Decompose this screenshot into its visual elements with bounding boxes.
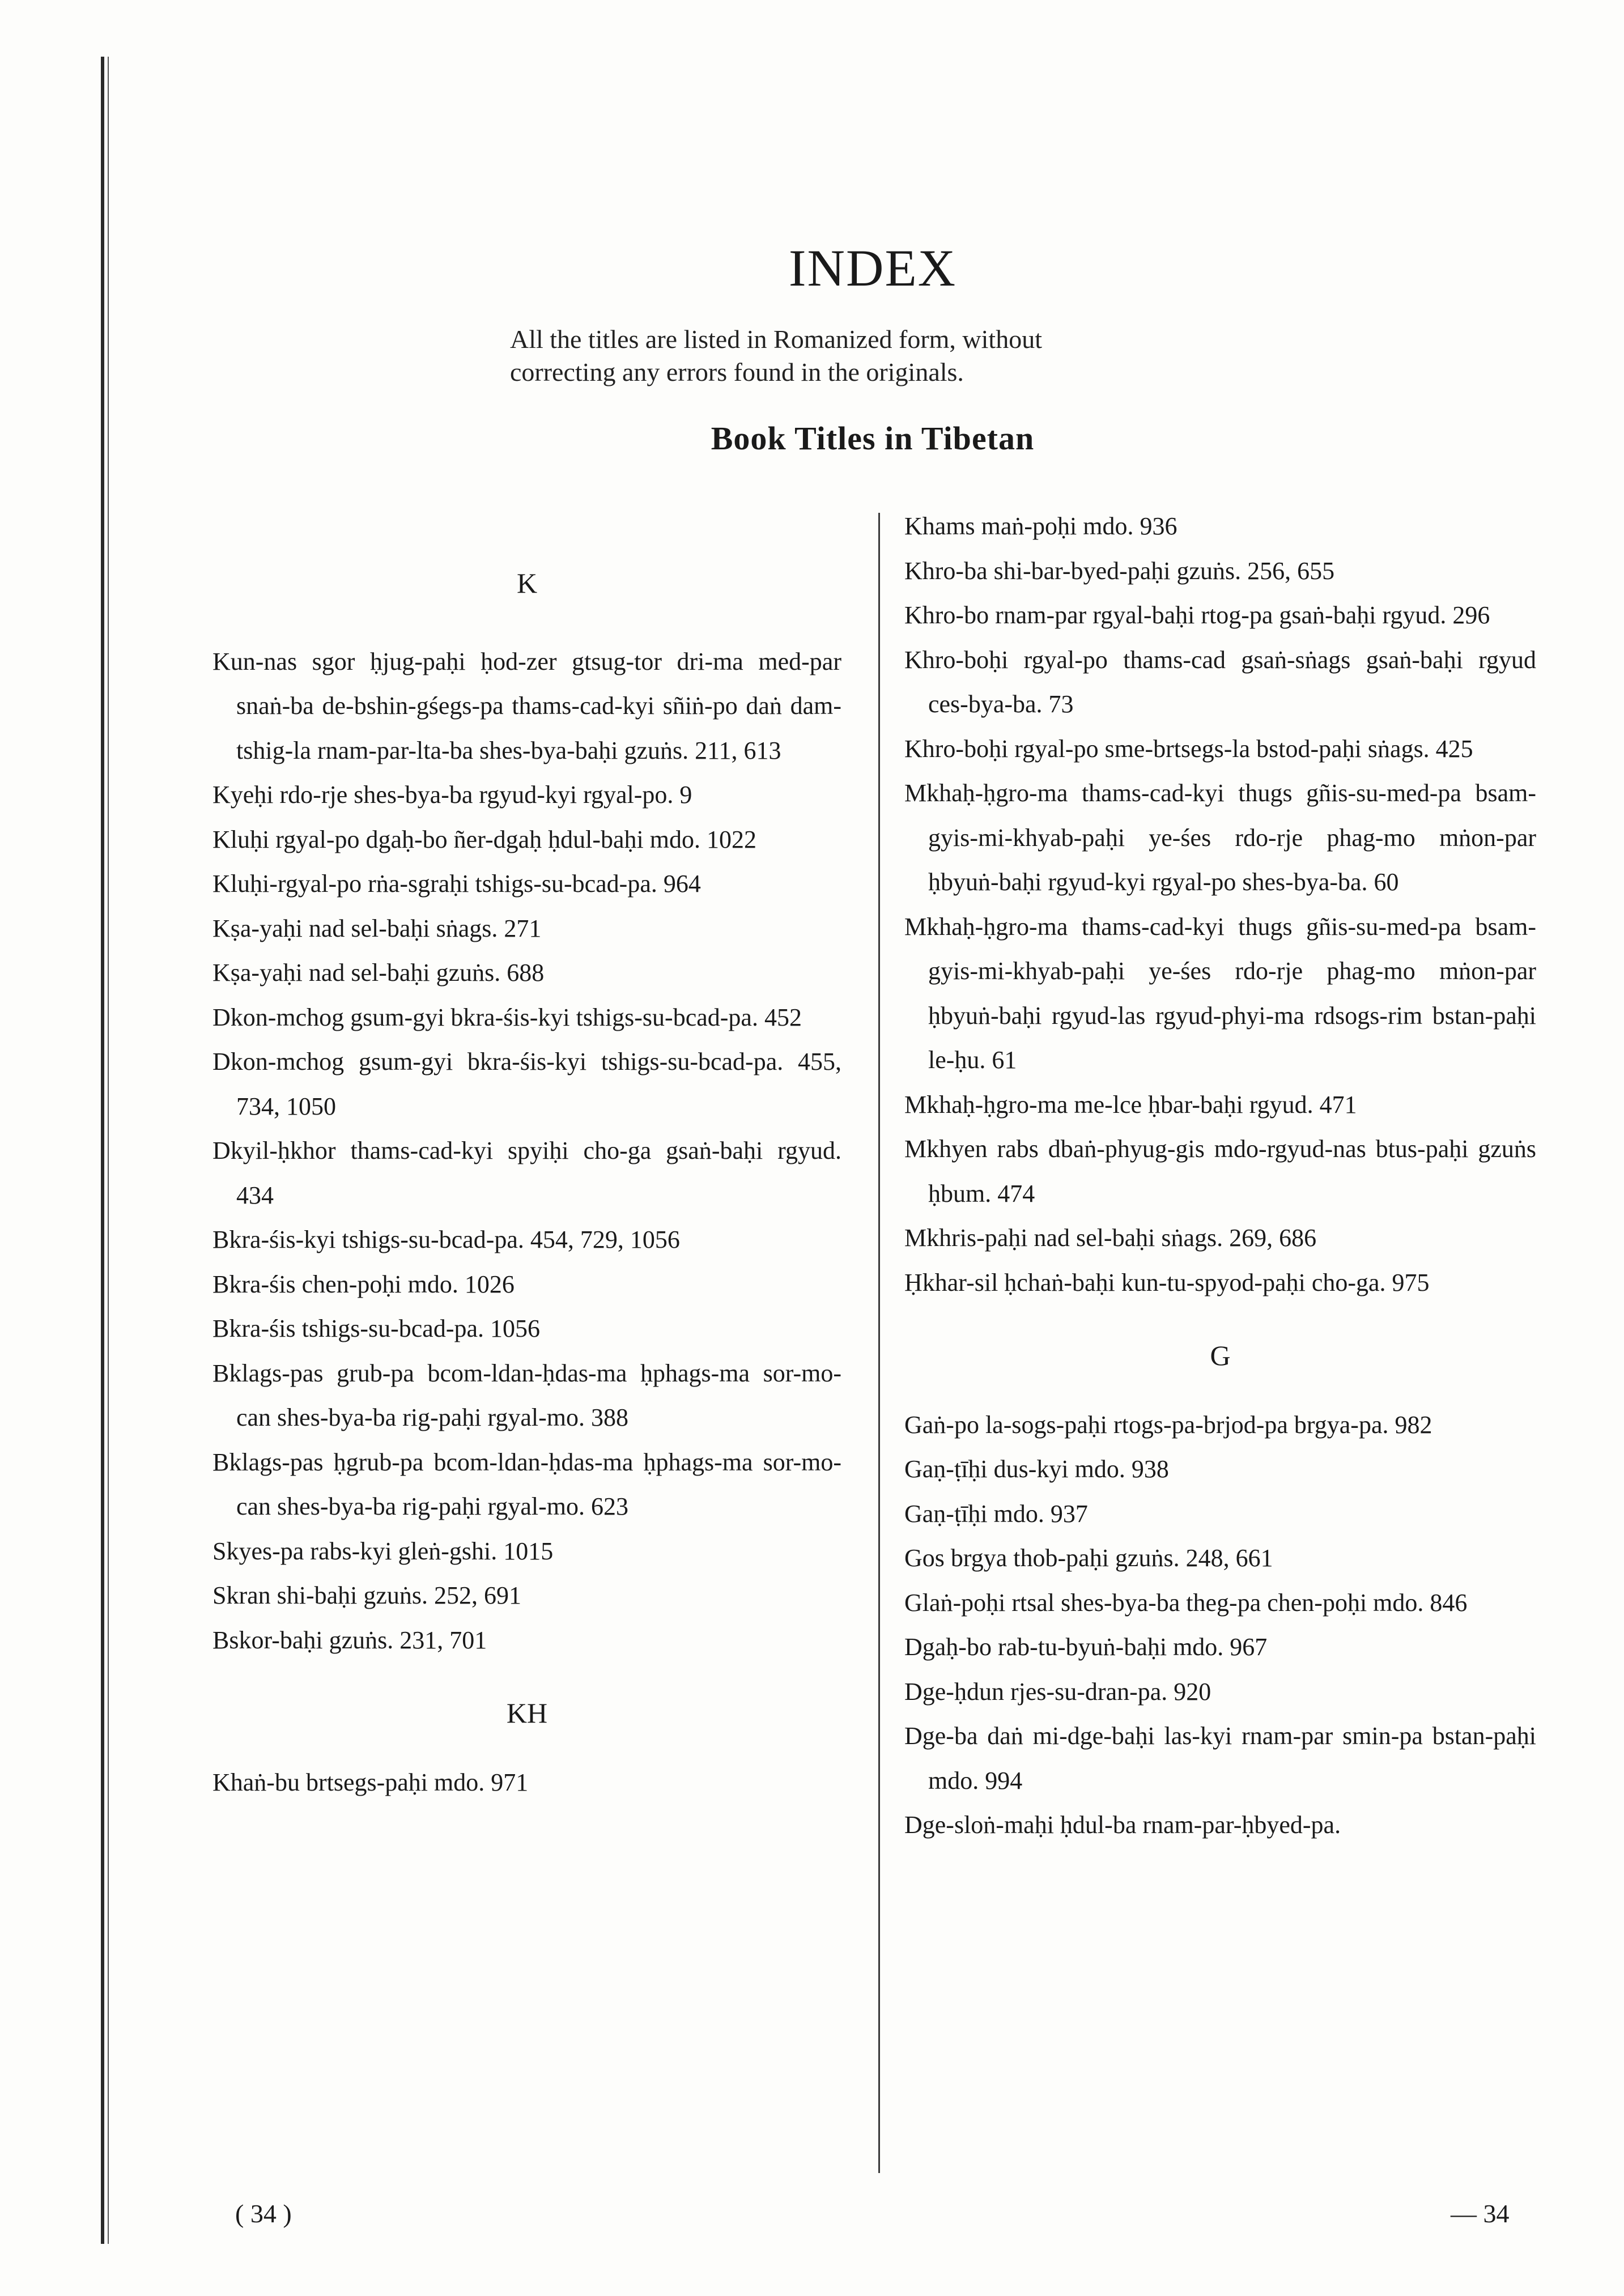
index-entry: Mkhris-paḥi nad sel-baḥi sṅags. 269, 686	[904, 1224, 1317, 1252]
index-entry: Gos brgya thob-paḥi gzuṅs. 248, 661	[904, 1544, 1273, 1572]
index-entry: Dkon-mchog gsum-gyi bkra-śis-kyi tshigs-su-bcad-pa. 455, 734, 1050	[212, 1048, 841, 1120]
index-entry: Glaṅ-poḥi rtsal shes-bya-ba theg-pa chen-poḥi mdo. 846	[904, 1588, 1468, 1617]
index-entry: Kyeḥi rdo-rje shes-bya-ba rgyud-kyi rgyal-po. 9	[212, 781, 692, 809]
kh-entries-list-left	[212, 1761, 841, 1805]
intro-note	[510, 323, 1303, 389]
index-entry: Bkra-śis tshigs-su-bcad-pa. 1056	[212, 1315, 541, 1342]
index-entry: Khams maṅ-poḥi mdo. 936	[904, 512, 1177, 540]
index-entry: Ḥkhar-sil ḥchaṅ-baḥi kun-tu-spyod-paḥi cho-ga. 975	[904, 1268, 1430, 1296]
left-column	[212, 504, 841, 1805]
intro-note-line-2: correcting any errors found in the originals.	[510, 358, 964, 386]
kh-entries-list-right	[904, 504, 1536, 1305]
index-entry: Mkhaḥ-ḥgro-ma thams-cad-kyi thugs gñis-su-med-pa bsam-gyis-mi-khyab-paḥi ye-śes rdo-rje phag-mo mṅon-par ḥbyuṅ-baḥi rgyud-kyi rgyal-po shes-bya-ba. 60	[904, 779, 1536, 896]
index-entry: Bklags-pas ḥgrub-pa bcom-ldan-ḥdas-ma ḥphags-ma sor-mo-can shes-bya-ba rig-paḥi rgyal-mo. 623	[212, 1448, 841, 1520]
index-entry: Dge-ba daṅ mi-dge-baḥi las-kyi rnam-par smin-pa bstan-paḥi mdo. 994	[904, 1722, 1536, 1795]
letter-heading-k: K	[516, 567, 538, 599]
index-entry: Bkra-śis chen-poḥi mdo. 1026	[212, 1270, 515, 1298]
index-entry: Mkhaḥ-ḥgro-ma thams-cad-kyi thugs gñis-su-med-pa bsam-gyis-mi-khyab-paḥi ye-śes rdo-rje phag-mo mṅon-par ḥbyuṅ-baḥi rgyud-las rgyud-phyi-ma rdsogs-rim bstan-paḥi le-ḥu. 61	[904, 912, 1536, 1074]
index-entry: Kun-nas sgor ḥjug-paḥi ḥod-zer gtsug-tor dri-ma med-par snaṅ-ba de-bshin-gśegs-pa thams-cad-kyi sñiṅ-po daṅ dam-tshig-la rnam-par-lta-ba shes-bya-baḥi gzuṅs. 211, 613	[212, 647, 841, 764]
index-entry: Gaṅ-po la-sogs-paḥi rtogs-pa-brjod-pa brgya-pa. 982	[904, 1410, 1432, 1439]
column-divider	[878, 513, 880, 2173]
index-entry: Kluḥi rgyal-po dgaḥ-bo ñer-dgaḥ ḥdul-baḥi mdo. 1022	[212, 825, 757, 853]
index-entry: Khro-boḥi rgyal-po sme-brtsegs-la bstod-paḥi sṅags. 425	[904, 734, 1473, 763]
intro-note-line-1: All the titles are listed in Romanized form, without	[510, 325, 1042, 354]
index-entry: Skyes-pa rabs-kyi gleṅ-gshi. 1015	[212, 1537, 554, 1565]
g-entries-list	[904, 1403, 1536, 1848]
page-number-right: — 34	[1451, 2199, 1510, 2228]
index-entry: Mkhyen rabs dbaṅ-phyug-gis mdo-rgyud-nas btus-paḥi gzuṅs ḥbum. 474	[904, 1135, 1536, 1207]
index-entry: Kṣa-yaḥi nad sel-baḥi sṅags. 271	[212, 914, 542, 942]
index-entry: Dge-sloṅ-maḥi ḥdul-ba rnam-par-ḥbyed-pa.	[904, 1811, 1341, 1839]
index-entry: Gaṇ-ṭīḥi dus-kyi mdo. 938	[904, 1455, 1169, 1483]
index-entry: Bskor-baḥi gzuṅs. 231, 701	[212, 1626, 487, 1654]
index-entry: Dgaḥ-bo rab-tu-byuṅ-baḥi mdo. 967	[904, 1633, 1268, 1661]
index-entry: Kṣa-yaḥi nad sel-baḥi gzuṅs. 688	[212, 959, 545, 987]
page-title: INDEX	[788, 239, 957, 297]
index-entry: Gaṇ-ṭīḥi mdo. 937	[904, 1499, 1088, 1528]
index-entry: Dge-ḥdun rjes-su-dran-pa. 920	[904, 1677, 1211, 1706]
index-header	[0, 238, 1624, 298]
index-entry: Dkon-mchog gsum-gyi bkra-śis-kyi tshigs-su-bcad-pa. 452	[212, 1003, 802, 1031]
k-entries-list	[212, 640, 841, 1663]
book-binding-edge	[101, 57, 104, 2244]
letter-heading-g: G	[1210, 1340, 1231, 1371]
index-entry: Khro-boḥi rgyal-po thams-cad gsaṅ-sṅags gsaṅ-baḥi rgyud ces-bya-ba. 73	[904, 645, 1536, 718]
letter-heading-kh: KH	[506, 1697, 548, 1729]
index-entry: Bklags-pas grub-pa bcom-ldan-ḥdas-ma ḥphags-ma sor-mo-can shes-bya-ba rig-paḥi rgyal-mo. 388	[212, 1359, 841, 1431]
index-entry: Khro-bo rnam-par rgyal-baḥi rtog-pa gsaṅ-baḥi rgyud. 296	[904, 601, 1490, 629]
index-entry: Bkra-śis-kyi tshigs-su-bcad-pa. 454, 729, 1056	[212, 1226, 680, 1253]
right-column	[904, 504, 1536, 1848]
index-entry: Skran shi-baḥi gzuṅs. 252, 691	[212, 1581, 522, 1609]
section-subtitle: Book Titles in Tibetan	[711, 420, 1035, 457]
index-entry: Dkyil-ḥkhor thams-cad-kyi spyiḥi cho-ga gsaṅ-baḥi rgyud. 434	[212, 1137, 841, 1209]
index-entry: Khaṅ-bu brtsegs-paḥi mdo. 971	[212, 1768, 529, 1796]
index-entry: Mkhaḥ-ḥgro-ma me-lce ḥbar-baḥi rgyud. 471	[904, 1090, 1357, 1119]
index-entry: Kluḥi-rgyal-po rṅa-sgraḥi tshigs-su-bcad-pa. 964	[212, 870, 701, 898]
index-entry: Khro-ba shi-bar-byed-paḥi gzuṅs. 256, 655	[904, 556, 1335, 585]
page-number-left: ( 34 )	[235, 2199, 292, 2228]
book-binding-line	[108, 57, 109, 2244]
